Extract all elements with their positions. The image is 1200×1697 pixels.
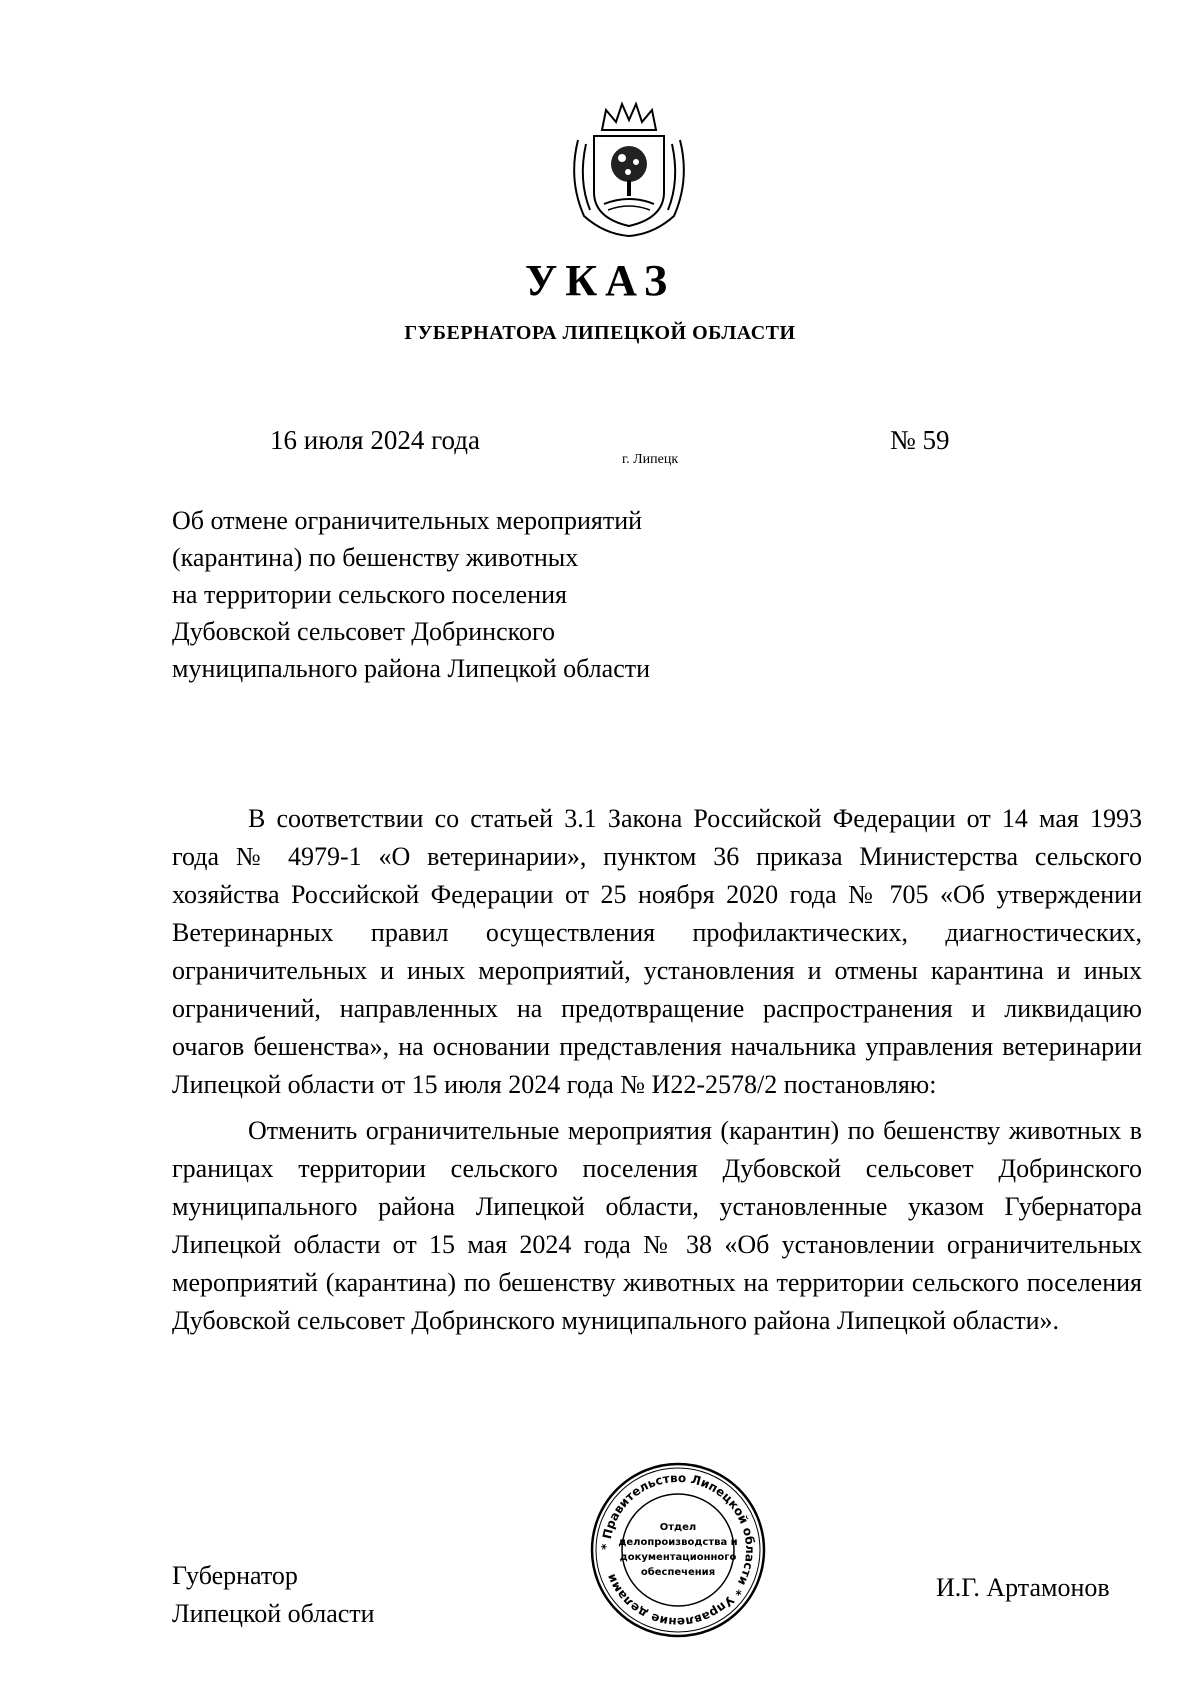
subject-line: (карантина) по бешенству животных (172, 543, 579, 572)
document-title: УКАЗ (524, 256, 676, 305)
document-body (172, 800, 1142, 1348)
svg-text:обеспечения: обеспечения (640, 1567, 716, 1578)
svg-text:документационного: документационного (619, 1552, 737, 1563)
subject-line: на территории сельского поселения (172, 580, 567, 609)
document-subject (172, 502, 732, 687)
body-paragraph: В соответствии со статьей 3.1 Закона Российской Федерации от 14 мая 1993 года № 4979-1 «О ветеринарии», пунктом 36 приказа Министерства сельского хозяйства Российской Федерации от 25 ноября 2020 года № 705 «Об утверждении Ветеринарных правил осуществления профилактических, диагностических, ограничительных и иных мероприятий, установления и отмены карантина и иных ограничений, направленных на предотвращение распространения и ликвидацию очагов бешенства», на основании представления начальника управления ветеринарии Липецкой области от 15 июля 2024 года № И22-2578/2 постановляю: (172, 804, 1142, 1099)
coat-of-arms-emblem (564, 100, 694, 240)
svg-text:* Правительство Липецкой облас: * Правительство Липецкой области * Управление делами (598, 1470, 758, 1630)
signatory-role-line: Губернатор (172, 1561, 298, 1590)
signatory-name: И.Г. Артамонов (936, 1573, 1110, 1602)
svg-text:делопроизводства и: делопроизводства и (618, 1537, 738, 1548)
signatory-role-line: Липецкой области (172, 1599, 375, 1628)
subject-line: муниципального района Липецкой области (172, 654, 651, 683)
signatory-role (172, 1557, 375, 1633)
document-subtitle: ГУБЕРНАТОРА ЛИПЕЦКОЙ ОБЛАСТИ (404, 322, 796, 344)
body-paragraph: Отменить ограничительные мероприятия (карантин) по бешенству животных в границах территории сельского поселения Дубовской сельсовет Добринского муниципального района Липецкой области, установленные указом Губернатора Липецкой области от 15 мая 2024 года № 38 «Об установлении ограничительных мероприятий (карантина) по бешенству животных на территории сельского поселения Дубовской сельсовет Добринского муниципального района Липецкой области». (172, 1116, 1142, 1335)
document-city: г. Липецк (622, 452, 679, 467)
svg-text:Отдел: Отдел (659, 1522, 697, 1533)
document-date: 16 июля 2024 года (270, 425, 480, 455)
document-number: № 59 (890, 425, 950, 455)
subject-line: Дубовской сельсовет Добринского (172, 617, 555, 646)
subject-line: Об отмене ограничительных мероприятий (172, 506, 643, 535)
official-stamp-icon (588, 1460, 768, 1640)
